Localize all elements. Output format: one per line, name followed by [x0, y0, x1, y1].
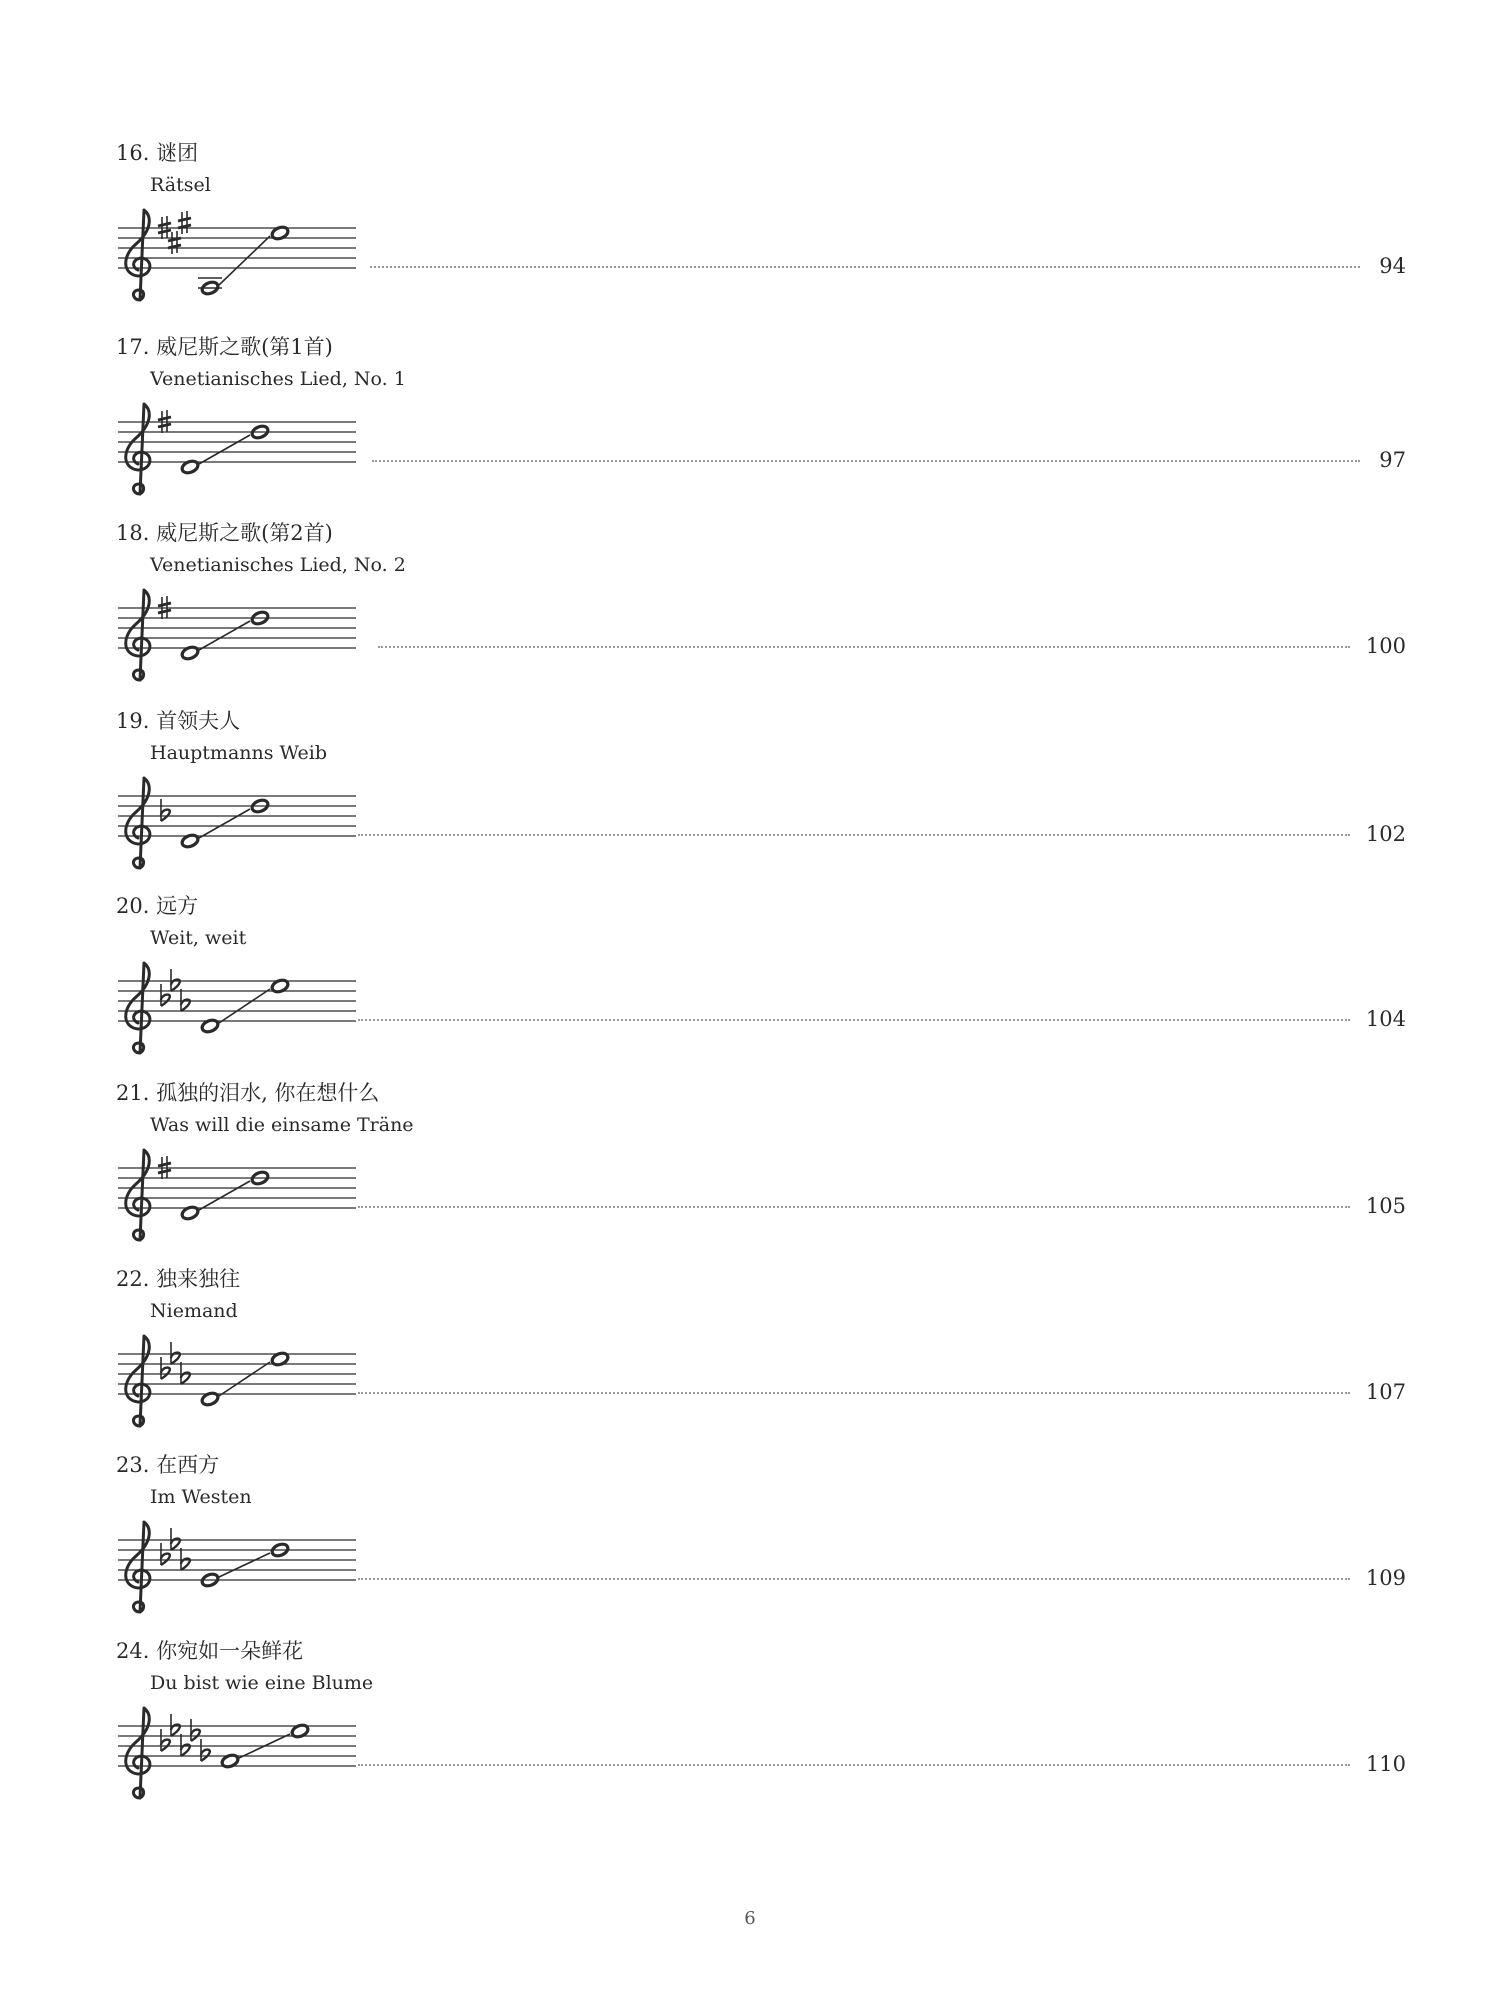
dot-leader — [370, 266, 1360, 268]
title-german: Venetianisches Lied, No. 1 — [150, 368, 406, 390]
flat-icon — [201, 1739, 210, 1761]
flat-icon — [171, 1528, 180, 1550]
title-german: Venetianisches Lied, No. 2 — [150, 554, 406, 576]
title-chinese: 17. 威尼斯之歌(第1首) — [116, 335, 333, 359]
title-german: Weit, weit — [150, 927, 247, 949]
page-number: 97 — [1379, 448, 1406, 472]
dot-leader — [358, 1392, 1350, 1394]
range-line — [199, 621, 250, 650]
page-number: 102 — [1365, 822, 1406, 846]
flat-icon — [161, 1729, 170, 1751]
page-number: 104 — [1365, 1007, 1406, 1031]
range-line — [219, 1362, 270, 1396]
incipit-staff — [112, 1702, 372, 1810]
dot-leader — [358, 1019, 1350, 1021]
toc-entry[interactable] — [0, 893, 1500, 1083]
toc-entry[interactable] — [0, 140, 1500, 330]
treble-clef-icon — [126, 778, 150, 868]
title-chinese: 23. 在西方 — [116, 1453, 220, 1477]
incipit-staff — [112, 957, 372, 1065]
flat-icon — [181, 1548, 190, 1570]
treble-clef-icon — [126, 1708, 150, 1798]
flat-icon — [181, 1362, 190, 1384]
title-chinese: 20. 远方 — [116, 894, 199, 918]
page-number: 94 — [1379, 254, 1406, 278]
range-line — [219, 989, 270, 1023]
treble-clef-icon — [126, 1522, 150, 1612]
dot-leader — [358, 1578, 1350, 1580]
treble-clef-icon — [126, 963, 150, 1053]
flat-icon — [171, 969, 180, 991]
range-line — [219, 1553, 270, 1577]
toc-entry[interactable] — [0, 520, 1500, 710]
dot-leader — [358, 1206, 1350, 1208]
flat-icon — [171, 1342, 180, 1364]
flat-icon — [181, 1734, 190, 1756]
incipit-staff — [112, 398, 372, 506]
toc-entry[interactable] — [0, 708, 1500, 898]
dot-leader — [372, 460, 1360, 462]
page-number: 105 — [1365, 1194, 1406, 1218]
treble-clef-icon — [126, 590, 150, 680]
title-chinese: 16. 谜团 — [116, 141, 199, 165]
toc-entry[interactable] — [0, 334, 1500, 524]
page-number: 110 — [1365, 1752, 1406, 1776]
toc-entry[interactable] — [0, 1638, 1500, 1828]
title-chinese: 18. 威尼斯之歌(第2首) — [116, 521, 333, 545]
treble-clef-icon — [126, 1336, 150, 1426]
dot-leader — [358, 834, 1350, 836]
flat-icon — [191, 1719, 200, 1741]
flat-icon — [171, 1714, 180, 1736]
dot-leader — [358, 1764, 1350, 1766]
treble-clef-icon — [126, 1150, 150, 1240]
dot-leader — [378, 646, 1350, 648]
incipit-staff — [112, 1144, 372, 1252]
sharp-icon — [178, 211, 191, 234]
flat-icon — [161, 1357, 170, 1379]
title-chinese: 21. 孤独的泪水, 你在想什么 — [116, 1081, 380, 1105]
treble-clef-icon — [126, 404, 150, 494]
title-german: Was will die einsame Träne — [150, 1114, 414, 1136]
incipit-staff — [112, 584, 372, 692]
toc-entry[interactable] — [0, 1266, 1500, 1456]
page-number: 109 — [1365, 1566, 1406, 1590]
flat-icon — [161, 984, 170, 1006]
incipit-staff — [112, 1516, 372, 1624]
flat-icon — [161, 1543, 170, 1565]
range-line — [199, 809, 250, 838]
incipit-staff — [112, 772, 372, 880]
whole-note-icon — [198, 278, 222, 296]
incipit-staff — [112, 204, 372, 312]
title-chinese: 19. 首领夫人 — [116, 709, 241, 733]
toc-entry[interactable] — [0, 1452, 1500, 1642]
title-german: Im Westen — [150, 1486, 252, 1508]
sharp-icon — [168, 231, 181, 254]
page-number: 107 — [1365, 1380, 1406, 1404]
incipit-staff — [112, 1330, 372, 1438]
title-german: Niemand — [150, 1300, 238, 1322]
page-number: 100 — [1365, 634, 1406, 658]
toc-entry[interactable] — [0, 1080, 1500, 1270]
range-line — [199, 1181, 250, 1210]
title-chinese: 24. 你宛如一朵鲜花 — [116, 1639, 304, 1663]
range-line — [199, 435, 250, 464]
range-line — [219, 236, 270, 285]
flat-icon — [161, 799, 170, 821]
folio-page-number: 6 — [744, 1908, 756, 1929]
flat-icon — [181, 989, 190, 1011]
title-german: Du bist wie eine Blume — [150, 1672, 374, 1694]
title-german: Rätsel — [150, 174, 211, 196]
treble-clef-icon — [126, 210, 150, 300]
title-german: Hauptmanns Weib — [150, 742, 328, 764]
title-chinese: 22. 独来独往 — [116, 1267, 241, 1291]
